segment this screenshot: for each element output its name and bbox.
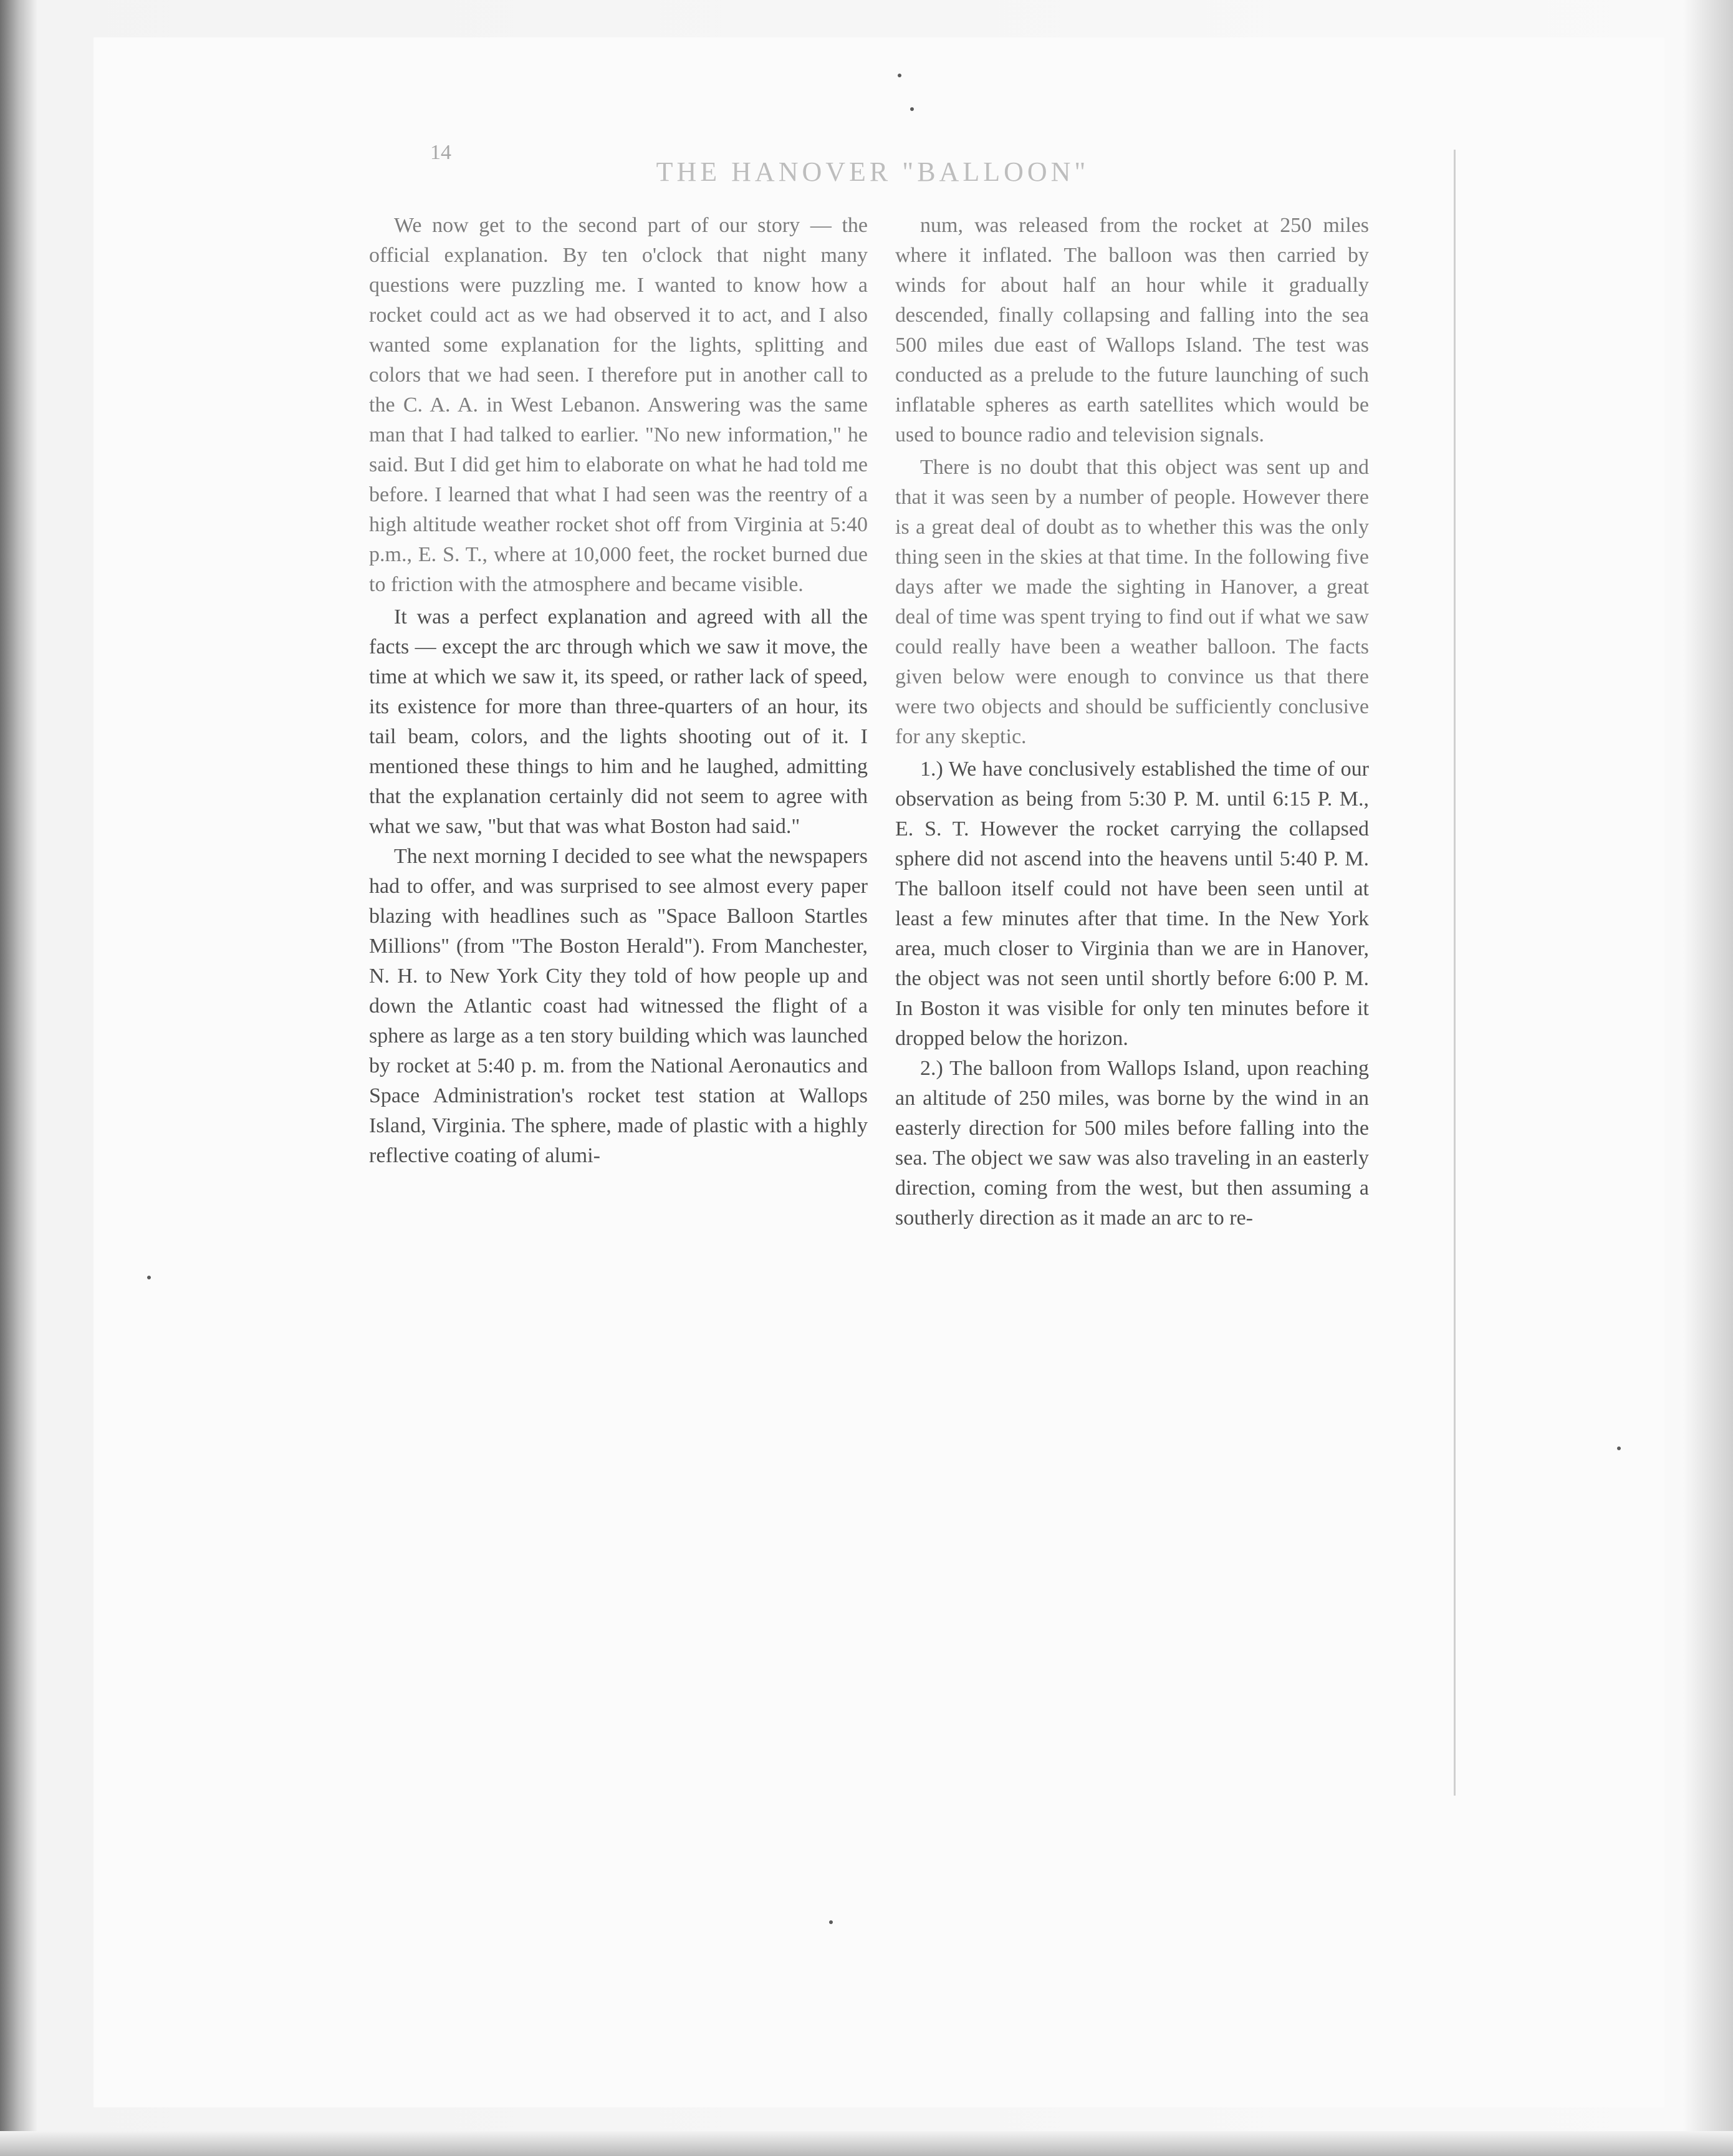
paragraph: There is no doubt that this object was sent up and that it was seen by a number of people. However there is a great deal of doubt as to whether this was the only thing seen in the skies at that time. In the following five days after we made the sighting in Hanover, a great deal of time was spent trying to find out if what we saw could really have been a weather balloon. The facts given below were enough to convince us that there were two objects and should be sufficiently conclusive for any skeptic. — [895, 456, 1369, 748]
dust-speck — [898, 74, 901, 77]
page-title: THE HANOVER "BALLOON" — [656, 156, 1090, 187]
paragraph: The next morning I decided to see what the newspapers had to offer, and was surprised to see almost every paper blazing with headlines such as "Space Balloon Startles Millions" (from "The Boston Herald"). From Manchester, N. H. to New York City they told of how people up and down the Atlantic coast had witnessed the flight of a sphere as large as a ten story building which was launched by rocket at 5:40 p. m. from the National Aeronautics and Space Administration's rocket test station at Wallops Island, Virginia. The sphere, made of plastic with a highly reflective coating of alumi- — [369, 845, 868, 1167]
paragraph: 2.) The balloon from Wallops Island, upon reaching an altitude of 250 miles, was borne by the wind in an easterly direction for 500 miles before falling into the sea. The object we saw was also traveling in an easterly direction, coming from the west, but then assuming a southerly direction as it made an arc to re- — [895, 1057, 1369, 1230]
dust-speck — [910, 107, 914, 111]
dust-speck — [829, 1920, 833, 1924]
dust-speck — [147, 1276, 151, 1279]
page-sheet — [94, 37, 1664, 2107]
page-right-rule — [1454, 150, 1456, 1796]
page-number: 14 — [430, 141, 451, 164]
paragraph: It was a perfect explanation and agreed with all the facts — except the arc through which we saw it move, the time at which we saw it, its speed, or rather lack of speed, its existence for more than three-quarters of an hour, its tail beam, colors, and the lights shooting out of it. I mentioned these things to him and he laughed, admitting that the explanation certainly did not seem to agree with what we saw, "but that was what Boston had said." — [369, 605, 868, 838]
scan-bottom-edge — [0, 2131, 1733, 2156]
right-text-column — [895, 211, 1369, 1769]
dust-speck — [1617, 1446, 1621, 1450]
paragraph: We now get to the second part of our story — the official explanation. By ten o'clock that night many questions were puzzling me. I wanted to know how a rocket could act as we had observed it to act, and I also wanted some explanation for the lights, splitting and colors that we had seen. I therefore put in another call to the C. A. A. in West Lebanon. Answering was the same man that I had talked to earlier. "No new information," he said. But I did get him to elaborate on what he had told me before. I learned that what I had seen was the reentry of a high altitude weather rocket shot off from Virginia at 5:40 p.m., E. S. T., where at 10,000 feet, the rocket burned due to friction with the atmosphere and became visible. — [369, 214, 868, 596]
paragraph: 1.) We have conclusively established the time of our observation as being from 5:30 P. M. until 6:15 P. M., E. S. T. However the rocket carrying the collapsed sphere did not ascend into the heavens until 5:40 P. M. The balloon itself could not have been seen until at least a few minutes after that time. In the New York area, much closer to Virginia than we are in Hanover, the object was not seen until shortly before 6:00 P. M. In Boston it was visible for only ten minutes before it dropped below the horizon. — [895, 758, 1369, 1050]
paragraph: num, was released from the rocket at 250 miles where it inflated. The balloon was then carried by winds for about half an hour while it gradually descended, finally collapsing and falling into the sea 500 miles due east of Wallops Island. The test was conducted as a prelude to the future launching of such inflatable spheres as earth satellites which would be used to bounce radio and television signals. — [895, 214, 1369, 446]
left-text-column — [369, 211, 868, 1769]
